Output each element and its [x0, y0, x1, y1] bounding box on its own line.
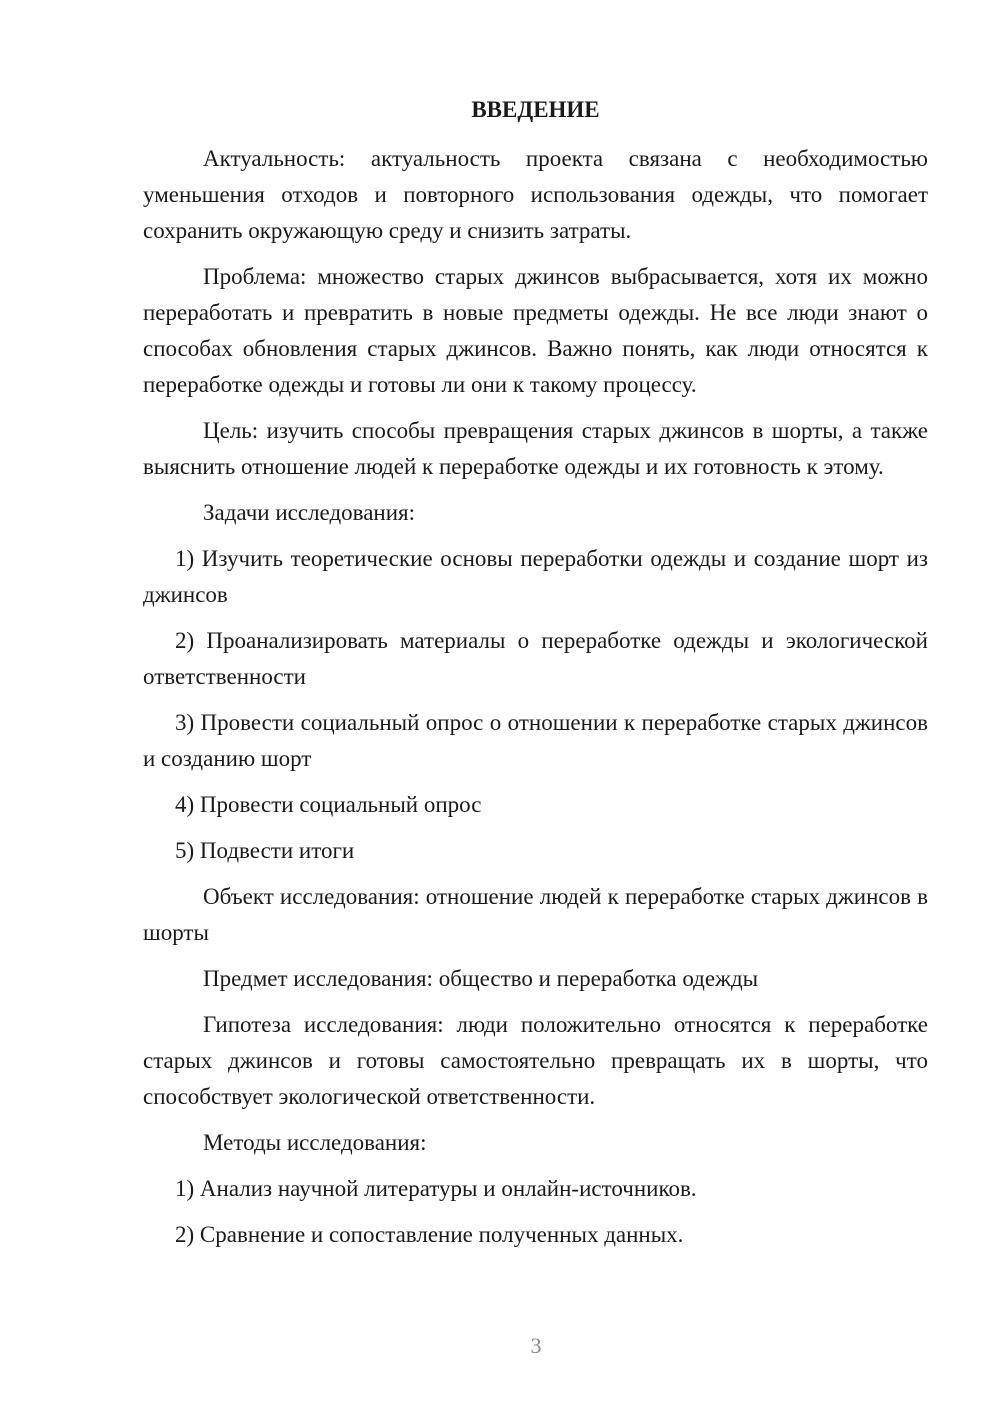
page-number: 3: [530, 1333, 542, 1358]
task-item-1: 1) Изучить теоретические основы переработки одежды и создание шорт из джинсов: [143, 546, 928, 607]
task-item-4: 4) Провести социальный опрос: [175, 792, 482, 817]
section-title: ВВЕДЕНИЕ: [471, 97, 600, 122]
tasks-heading: Задачи исследования:: [203, 500, 416, 525]
task-item-2: 2) Проанализировать материалы о переработке одежды и экологической ответственности: [143, 628, 928, 689]
task-item-5: 5) Подвести итоги: [175, 838, 355, 863]
hypothesis-paragraph: Гипотеза исследования: люди положительно относятся к переработке старых джинсов и готовы самостоятельно превращать их в шорты, что способствует экологической ответственности.: [143, 1012, 928, 1109]
method-item-2: 2) Сравнение и сопоставление полученных данных.: [175, 1222, 684, 1247]
method-item-1: 1) Анализ научной литературы и онлайн-источников.: [175, 1176, 697, 1201]
task-item-3: 3) Провести социальный опрос о отношении к переработке старых джинсов и созданию шорт: [143, 710, 928, 771]
object-paragraph: Объект исследования: отношение людей к переработке старых джинсов в шорты: [143, 884, 928, 945]
goal-paragraph: Цель: изучить способы превращения старых джинсов в шорты, а также выяснить отношение людей к переработке одежды и их готовность к этому.: [143, 418, 928, 479]
relevance-paragraph: Актуальность: актуальность проекта связана с необходимостью уменьшения отходов и повторного использования одежды, что помогает сохранить окружающую среду и снизить затраты.: [143, 146, 928, 243]
methods-heading: Методы исследования:: [203, 1130, 427, 1155]
page-content: [143, 92, 928, 1263]
subject-paragraph: Предмет исследования: общество и переработка одежды: [203, 966, 759, 991]
problem-paragraph: Проблема: множество старых джинсов выбрасывается, хотя их можно переработать и превратить в новые предметы одежды. Не все люди знают о способах обновления старых джинсов. Важно понять, как люди относятся к переработке одежды и готовы ли они к такому процессу.: [143, 264, 928, 397]
